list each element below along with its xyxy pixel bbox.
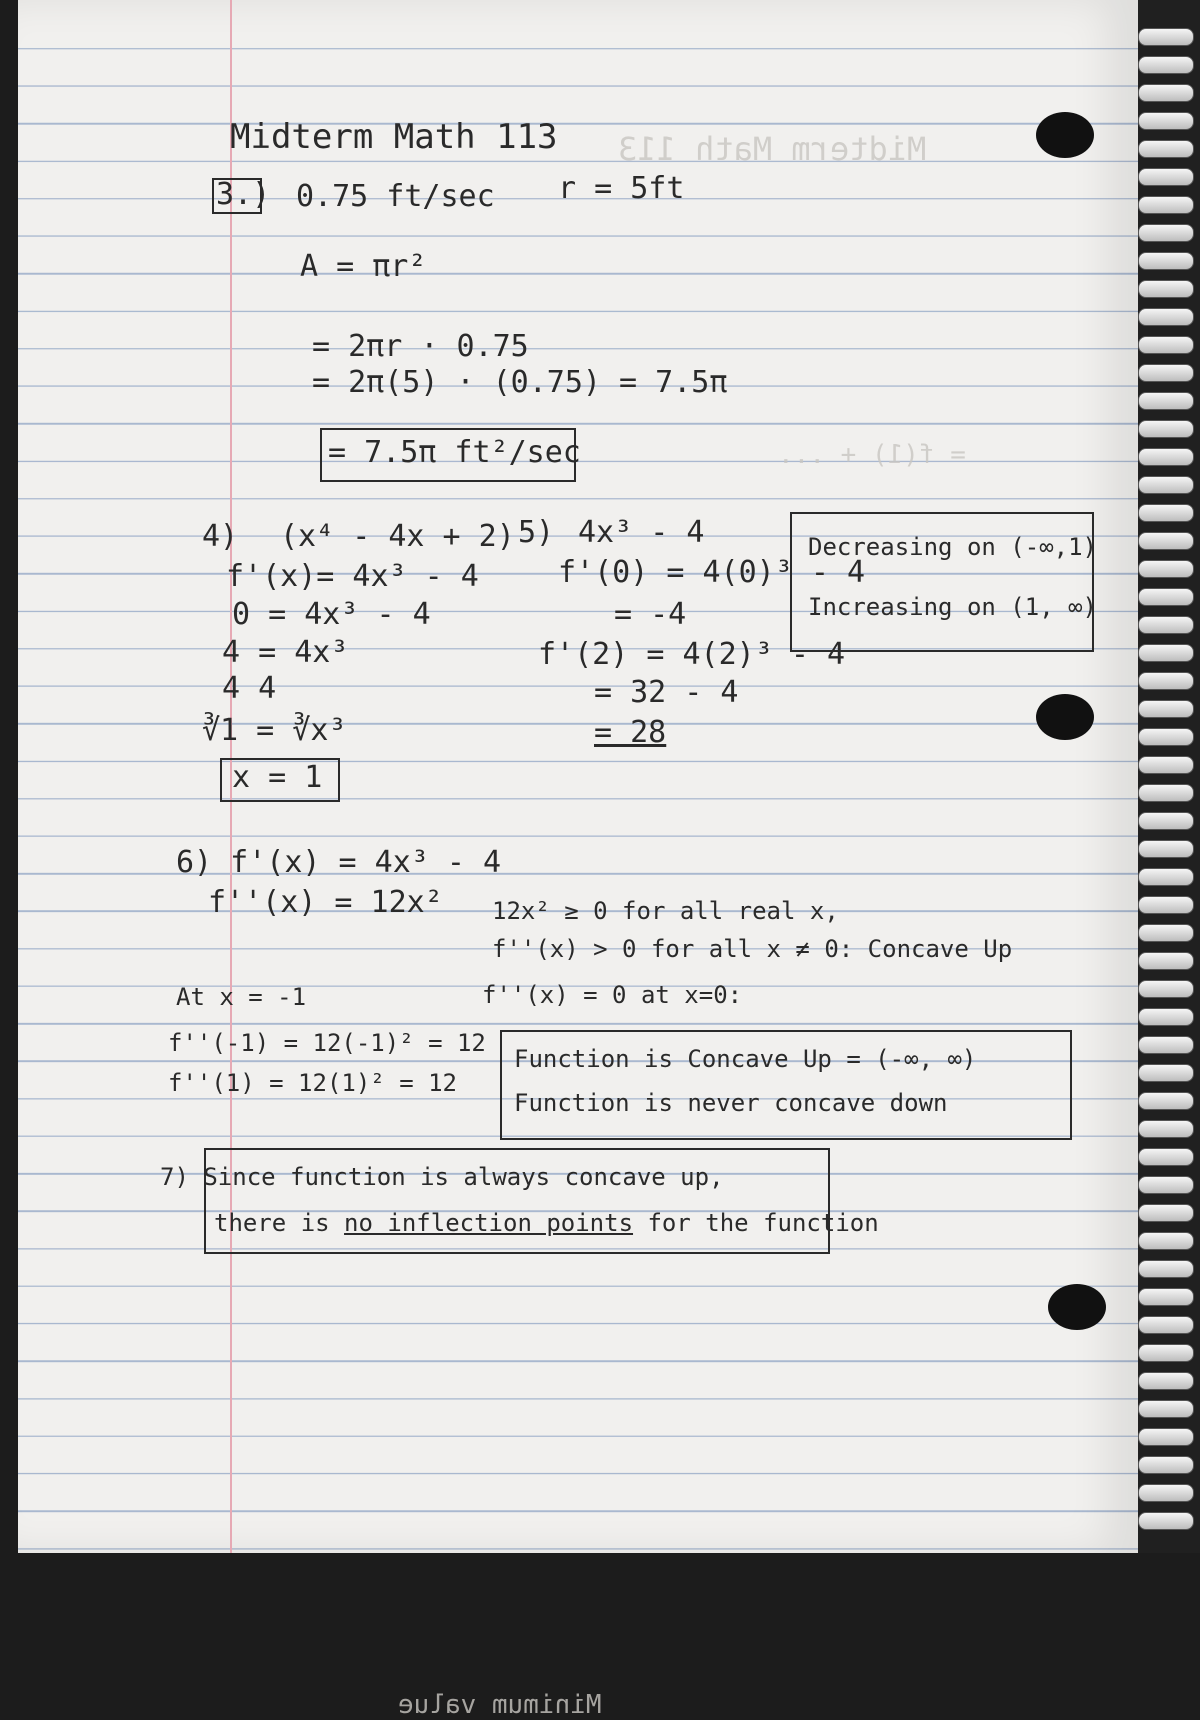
spiral-coil: [1138, 588, 1194, 606]
q5-line-3: f'(2) = 4(2)³ - 4: [538, 637, 846, 672]
q6-right-1: 12x² ≥ 0 for all real x,: [492, 897, 839, 925]
q6-never-down: Function is never concave down: [514, 1089, 948, 1117]
spiral-coil: [1138, 812, 1194, 830]
q7-line-2: [214, 1206, 879, 1240]
q7-line-1: 7) Since function is always concave up,: [160, 1163, 724, 1191]
q6-eval-1: f''(-1) = 12(-1)² = 12: [168, 1029, 486, 1057]
spiral-coil: [1138, 1512, 1194, 1530]
spiral-coil: [1138, 952, 1194, 970]
spiral-coil: [1138, 784, 1194, 802]
spiral-coil: [1138, 1428, 1194, 1446]
spiral-coil: [1138, 140, 1194, 158]
spiral-coil: [1138, 1344, 1194, 1362]
notebook-page: [18, 0, 1138, 1720]
q7-text-a: there is: [214, 1209, 345, 1237]
q6-right-2: f''(x) > 0 for all x ≠ 0: Concave Up: [492, 935, 1013, 963]
spiral-coil: [1138, 112, 1194, 130]
spiral-coil: [1138, 1036, 1194, 1054]
spiral-coil: [1138, 308, 1194, 326]
q4-function: (x⁴ - 4x + 2): [280, 519, 515, 554]
spiral-coil: [1138, 420, 1194, 438]
spiral-coil: [1138, 196, 1194, 214]
spiral-coil: [1138, 1260, 1194, 1278]
spiral-coil: [1138, 1232, 1194, 1250]
spiral-coil: [1138, 224, 1194, 242]
q4-answer: x = 1: [232, 760, 323, 795]
spiral-coil: [1138, 56, 1194, 74]
q4-line-3: 4 = 4x³: [222, 635, 349, 670]
spiral-coil: [1138, 756, 1194, 774]
spiral-coil: [1138, 896, 1194, 914]
spiral-coil: [1138, 168, 1194, 186]
spiral-coil: [1138, 84, 1194, 102]
spiral-coil: [1138, 924, 1194, 942]
spiral-coil: [1138, 616, 1194, 634]
q7-text-c: for the function: [633, 1209, 879, 1237]
spiral-coil: [1138, 280, 1194, 298]
spiral-coil: [1138, 1456, 1194, 1474]
q5-number: 5): [518, 515, 555, 550]
q4-line-2: 0 = 4x³ - 4: [232, 597, 431, 632]
spiral-coil: [1138, 560, 1194, 578]
punch-hole: [1036, 694, 1094, 740]
spiral-coil: [1138, 392, 1194, 410]
q5-line-1: f'(0) = 4(0)³ - 4: [558, 555, 866, 590]
spiral-coil: [1138, 728, 1194, 746]
q4-line-4: 4 4: [222, 671, 277, 706]
q5-decreasing: Decreasing on (-∞,1): [808, 533, 1097, 561]
spiral-coil: [1138, 1008, 1194, 1026]
q4-line-1: f'(x)= 4x³ - 4: [226, 559, 479, 594]
q4-line-5: ∛1 = ∛x³: [202, 713, 347, 748]
q6-line-1: 6) f'(x) = 4x³ - 4: [176, 845, 502, 880]
q6-eval-2: f''(1) = 12(1)² = 12: [168, 1069, 457, 1097]
spiral-coil: [1138, 476, 1194, 494]
q5-line-2: = -4: [614, 597, 687, 632]
spiral-coil: [1138, 868, 1194, 886]
q5-line-4: = 32 - 4: [594, 675, 739, 710]
spiral-coil: [1138, 532, 1194, 550]
q6-line-2: f''(x) = 12x²: [208, 885, 443, 920]
q3-line-2: = 2πr · 0.75: [312, 329, 529, 364]
spiral-binding: [1138, 0, 1200, 1553]
spiral-coil: [1138, 1204, 1194, 1222]
q3-answer: = 7.5π ft²/sec: [328, 435, 581, 470]
spiral-coil: [1138, 1176, 1194, 1194]
spiral-coil: [1138, 1316, 1194, 1334]
q5-increasing: Increasing on (1, ∞): [808, 593, 1097, 621]
q6-right-3: f''(x) = 0 at x=0:: [482, 981, 743, 1009]
q3-rate: 0.75 ft/sec: [296, 179, 495, 214]
spiral-coil: [1138, 1064, 1194, 1082]
bleed-through-text: = f(1) + ...: [778, 440, 966, 470]
spiral-coil: [1138, 504, 1194, 522]
spiral-coil: [1138, 840, 1194, 858]
page-title: Midterm Math 113: [230, 117, 558, 157]
punch-hole: [1048, 1284, 1106, 1330]
spiral-coil: [1138, 1288, 1194, 1306]
spiral-coil: [1138, 980, 1194, 998]
spiral-coil: [1138, 1120, 1194, 1138]
spiral-coil: [1138, 1148, 1194, 1166]
spiral-coil: [1138, 644, 1194, 662]
spiral-coil: [1138, 448, 1194, 466]
spiral-coil: [1138, 700, 1194, 718]
spiral-coil: [1138, 28, 1194, 46]
q3-radius: r = 5ft: [558, 171, 685, 206]
spiral-coil: [1138, 1092, 1194, 1110]
q5-line-5: = 28: [594, 715, 667, 750]
spiral-coil: [1138, 1484, 1194, 1502]
bleed-through-text: Minimum value: [398, 1690, 602, 1720]
q3-line-1: A = πr²: [300, 249, 427, 284]
q6-concave-up: Function is Concave Up = (-∞, ∞): [514, 1045, 977, 1073]
q3-line-3: = 2π(5) · (0.75) = 7.5π: [312, 365, 728, 400]
q7-text-underlined: no inflection points: [344, 1209, 634, 1237]
q6-at-line: At x = -1: [176, 983, 307, 1011]
q3-number: 3.): [216, 177, 271, 212]
spiral-coil: [1138, 364, 1194, 382]
spiral-coil: [1138, 252, 1194, 270]
q4-number: 4): [202, 519, 239, 554]
punch-hole: [1036, 112, 1094, 158]
spiral-coil: [1138, 336, 1194, 354]
spiral-coil: [1138, 1400, 1194, 1418]
spiral-coil: [1138, 672, 1194, 690]
q5-function: 4x³ - 4: [578, 515, 705, 550]
spiral-coil: [1138, 1372, 1194, 1390]
bleed-through-text: Midterm Math 113: [618, 130, 927, 168]
